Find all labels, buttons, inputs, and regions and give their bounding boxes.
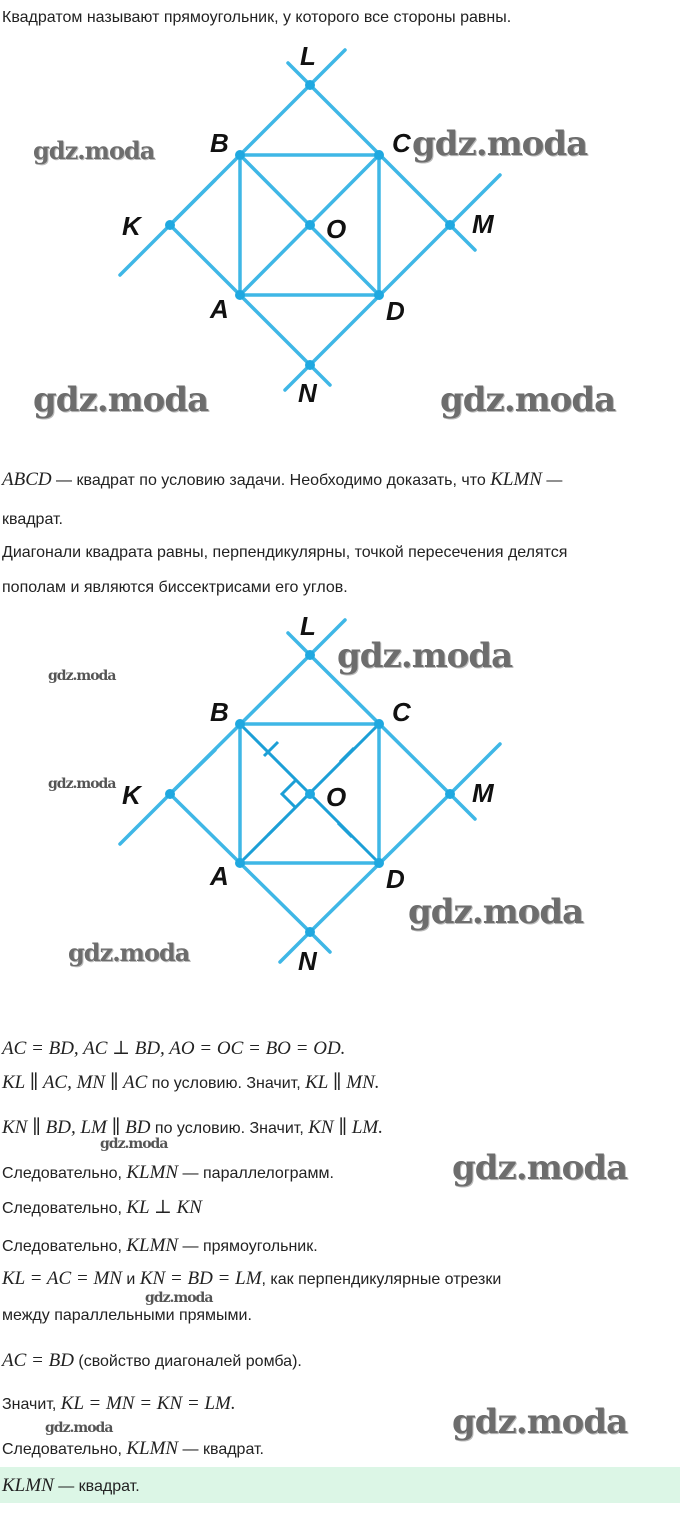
proof-line-5: Следовательно, KL ⊥ KN <box>2 1197 202 1218</box>
proof-line-10: Следовательно, KLMN — квадрат. <box>2 1438 264 1459</box>
watermark: gdz.moda <box>452 1402 628 1442</box>
answer-text: KLMN — квадрат. <box>2 1475 140 1496</box>
proof-line-9: Значит, KL = MN = KN = LM. <box>2 1393 236 1414</box>
watermark: gdz.moda <box>408 892 584 932</box>
diagonals-text-line-1: Диагонали квадрата равны, перпендикулярны, точкой пересечения делятся <box>2 544 568 561</box>
fig2-label-b: B <box>210 697 229 727</box>
watermark: gdz.moda <box>337 636 513 676</box>
statement-line: ABCD — квадрат по условию задачи. Необходимо доказать, что KLMN — <box>2 469 563 490</box>
watermark: gdz.moda <box>145 1290 213 1306</box>
watermark: gdz.moda <box>33 136 155 165</box>
watermark: gdz.moda <box>33 380 209 420</box>
fig2-label-n: N <box>298 946 317 976</box>
statement-line-2: квадрат. <box>2 511 63 528</box>
fig2-label-c: C <box>392 697 411 727</box>
fig2-label-k: K <box>122 780 141 810</box>
intro-text: Квадратом называют прямоугольник, у которого все стороны равны. <box>2 9 512 26</box>
fig1-label-k: K <box>122 211 141 241</box>
proof-line-6: Следовательно, KLMN — прямоугольник. <box>2 1235 318 1256</box>
fig2-label-o: O <box>326 782 347 812</box>
fig2-label-d: D <box>386 864 405 894</box>
fig1-label-b: B <box>210 128 229 158</box>
watermark: gdz.moda <box>68 938 190 967</box>
math-abcd: ABCD <box>2 469 52 490</box>
watermark: gdz.moda <box>412 124 588 164</box>
watermark: gdz.moda <box>45 1420 113 1436</box>
watermark: gdz.moda <box>48 776 116 792</box>
fig1-label-o: O <box>326 214 347 244</box>
watermark: gdz.moda <box>452 1148 628 1188</box>
fig1-label-c: C <box>392 128 411 158</box>
fig1-label-n: N <box>298 378 317 408</box>
figure-1-diagram <box>0 38 680 438</box>
diagonals-text-line-2: пополам и являются биссектрисами его углов. <box>2 579 348 596</box>
fig1-label-l: L <box>300 41 316 71</box>
fig1-label-a: A <box>210 294 229 324</box>
math-klmn: KLMN <box>490 469 542 490</box>
watermark: gdz.moda <box>100 1136 168 1152</box>
watermark: gdz.moda <box>440 380 616 420</box>
fig1-label-m: M <box>472 209 494 239</box>
proof-line-8: AC = BD (свойство диагоналей ромба). <box>2 1350 302 1371</box>
proof-line-3: KN ∥ BD, LM ∥ BD по условию. Значит, KN ∥ LM. <box>2 1117 384 1138</box>
fig2-label-m: M <box>472 778 494 808</box>
proof-line-4: Следовательно, KLMN — параллелограмм. <box>2 1162 334 1183</box>
proof-line-7: KL = AC = MN и KN = BD = LM, как перпендикулярные отрезки <box>2 1268 502 1289</box>
fig1-label-d: D <box>386 296 405 326</box>
proof-line-7b: между параллельными прямыми. <box>2 1307 252 1324</box>
proof-line-1: AC = BD, AC ⊥ BD, AO = OC = BO = OD. <box>2 1038 346 1059</box>
proof-line-2: KL ∥ AC, MN ∥ AC по условию. Значит, KL ∥ MN. <box>2 1072 380 1093</box>
fig2-label-a: A <box>210 861 229 891</box>
watermark: gdz.moda <box>48 668 116 684</box>
fig2-label-l: L <box>300 611 316 641</box>
